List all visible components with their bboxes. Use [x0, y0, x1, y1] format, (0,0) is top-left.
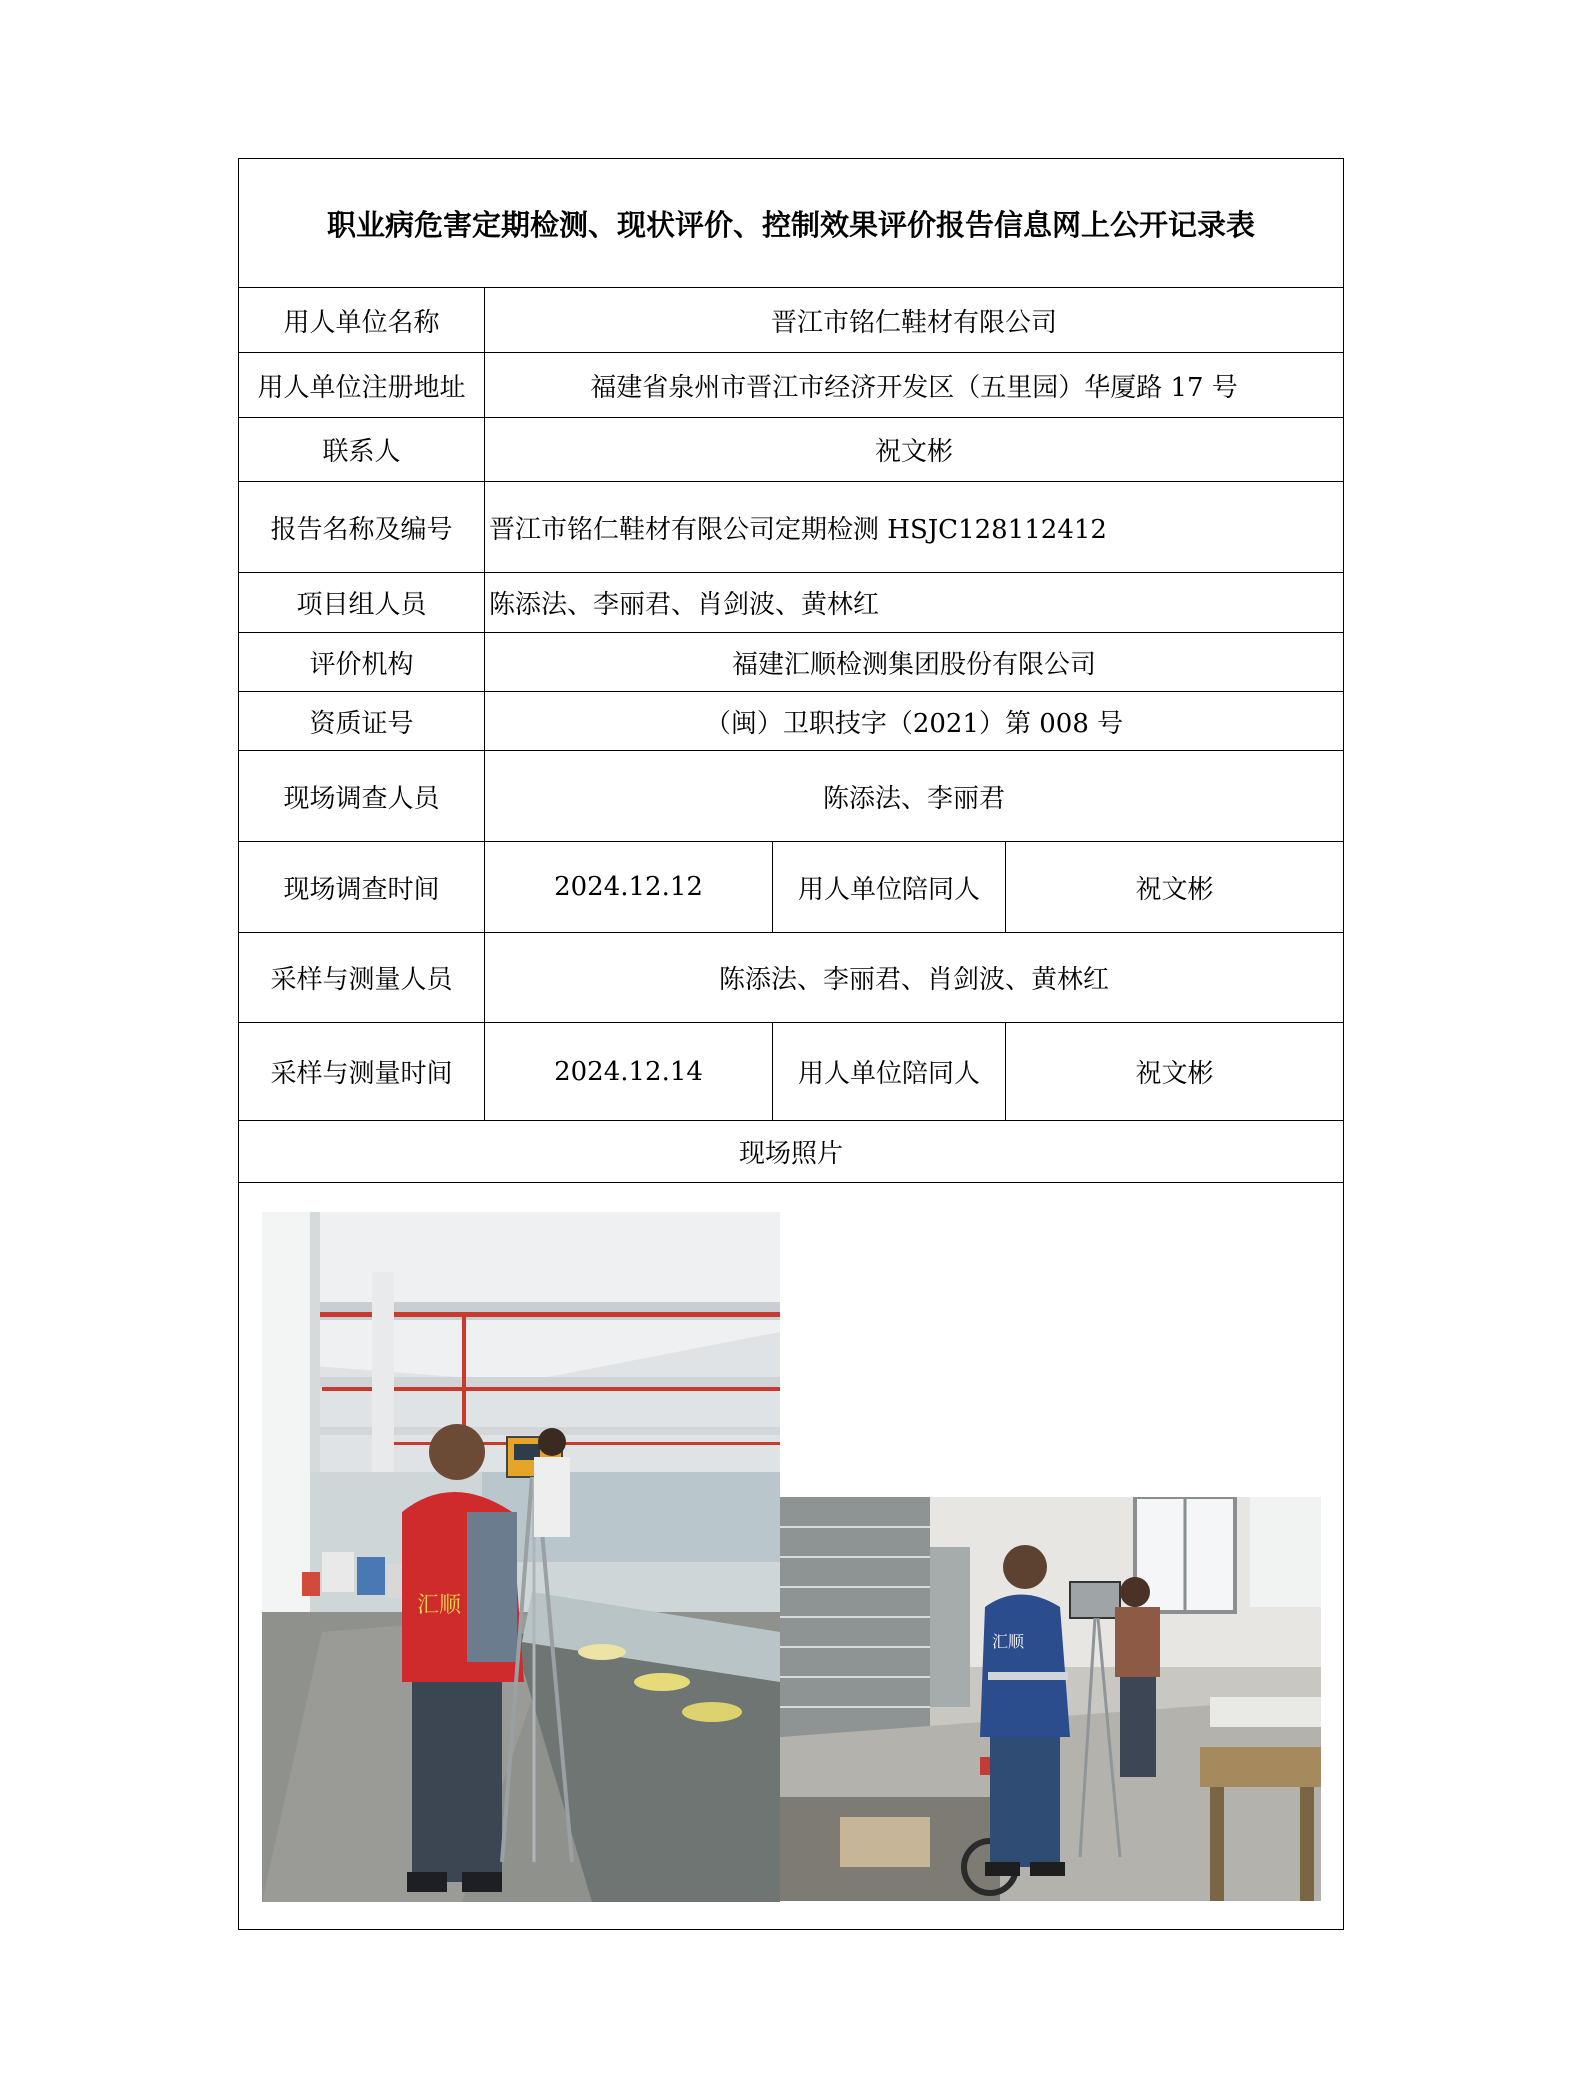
row-survey-time: [239, 842, 1343, 933]
row-survey-staff: [239, 751, 1343, 842]
label-certificate: 资质证号: [239, 692, 485, 750]
label-sampling-time: 采样与测量时间: [239, 1023, 485, 1120]
row-contact: [239, 418, 1343, 482]
row-employer-address: [239, 353, 1343, 418]
site-photo-1: [262, 1212, 780, 1902]
value-sampling-escort: 祝文彬: [1135, 1059, 1214, 1089]
value-survey-staff: 陈添法、李丽君: [822, 783, 1005, 814]
label-report: 报告名称及编号: [239, 482, 485, 572]
label-survey-staff: 现场调查人员: [239, 751, 485, 841]
site-photo-2: [780, 1497, 1321, 1901]
label-sampling-staff: 采样与测量人员: [239, 933, 485, 1022]
row-certificate: [239, 692, 1343, 751]
label-employer-address: 用人单位注册地址: [239, 353, 485, 417]
row-sampling-staff: [239, 933, 1343, 1023]
label-agency: 评价机构: [239, 633, 485, 691]
value-report: 晋江市铭仁鞋材有限公司定期检测 HSJC128112412: [489, 514, 1107, 545]
row-agency: [239, 633, 1343, 692]
value-employer-address: 福建省泉州市晋江市经济开发区（五里园）华厦路 17 号: [590, 372, 1238, 403]
value-contact: 祝文彬: [874, 437, 953, 467]
label-contact: 联系人: [239, 418, 485, 481]
value-team: 陈添法、李丽君、肖剑波、黄林红: [489, 590, 880, 620]
title-row: [239, 159, 1343, 288]
value-certificate: （闽）卫职技字（2021）第 008 号: [704, 708, 1124, 739]
vest-logo-text-1: 汇顺: [417, 1593, 462, 1618]
value-employer-name: 晋江市铭仁鞋材有限公司: [770, 307, 1057, 338]
row-sampling-time: [239, 1023, 1343, 1121]
value-sampling-staff: 陈添法、李丽君、肖剑波、黄林红: [718, 965, 1109, 995]
label-survey-time: 现场调查时间: [239, 842, 485, 932]
label-team: 项目组人员: [239, 573, 485, 632]
row-photos-header: [239, 1121, 1343, 1183]
label-employer-name: 用人单位名称: [239, 288, 485, 352]
label-sampling-escort: 用人单位陪同人: [773, 1023, 1006, 1120]
record-table: [238, 158, 1344, 1930]
page-title: 职业病危害定期检测、现状评价、控制效果评价报告信息网上公开记录表: [326, 207, 1255, 242]
row-report: [239, 482, 1343, 573]
row-team: [239, 573, 1343, 633]
value-survey-time: 2024.12.12: [485, 842, 773, 932]
value-agency: 福建汇顺检测集团股份有限公司: [731, 649, 1096, 680]
label-survey-escort: 用人单位陪同人: [773, 842, 1006, 932]
value-sampling-time: 2024.12.14: [485, 1023, 773, 1120]
label-photos: 现场照片: [738, 1139, 843, 1169]
value-survey-escort: 祝文彬: [1135, 874, 1214, 905]
row-employer-name: [239, 288, 1343, 353]
vest-logo-text-2: 汇顺: [992, 1632, 1025, 1651]
